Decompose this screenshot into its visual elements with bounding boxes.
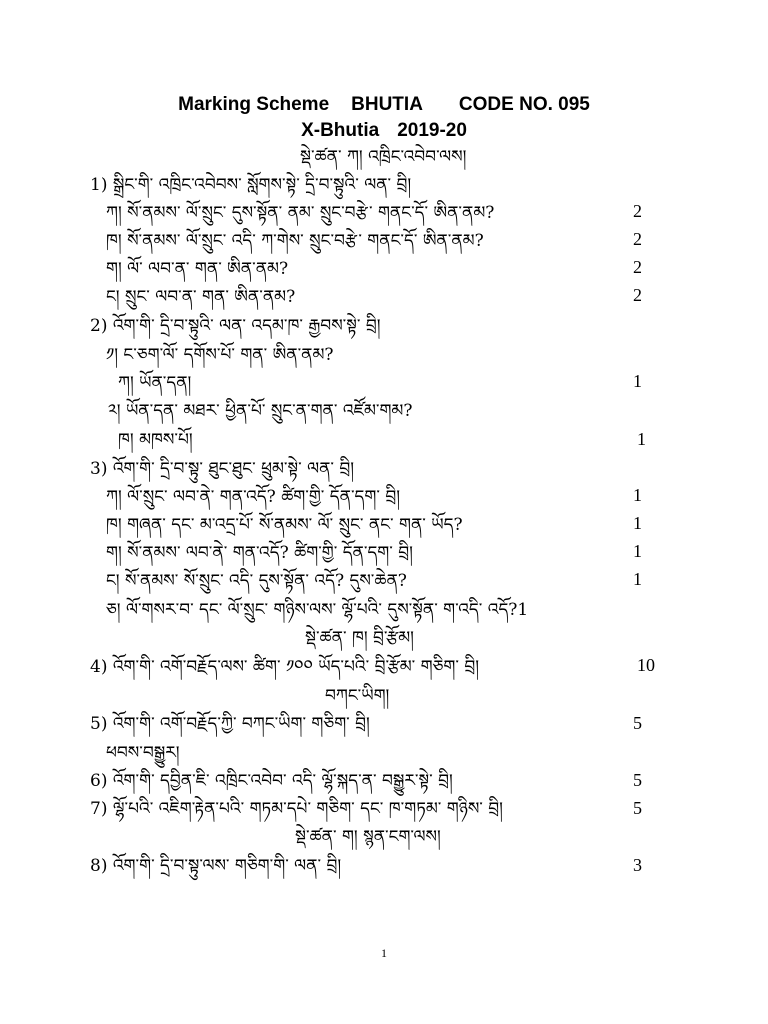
- mark-1-d: 2: [633, 285, 642, 305]
- subheading-letter: བཀང་ཡིག།: [325, 686, 390, 706]
- question-2: 2) འོག་གི་ དྲི་བ་སྟུའི་ ལན་ འདམ་ཁ་ རྒྱབས་སྟེ་ བྲི།: [90, 316, 381, 336]
- mark-3-c: 1: [633, 541, 642, 561]
- mark-2-2: 1: [637, 429, 646, 449]
- title-marking-scheme: Marking Scheme: [178, 94, 330, 115]
- mark-1-a: 2: [633, 201, 642, 221]
- mark-3-b: 1: [633, 513, 642, 533]
- question-1-a: ཀ། སོ་ནམས་ ལོ་སྲུང་ དུས་སྟོན་ ནམ་ སྲུང་བརྩེ་ གནང་དོ་ ཨིན་ནམ?: [106, 203, 495, 223]
- question-3: 3) འོག་གི་ དྲི་བ་སྟུ་ ཐུང་ཐུང་ ཕྲུམ་སྟེ་ ལན་ བྲི།: [90, 459, 355, 479]
- answer-2-2: ཁ། མཁས་པོ།: [118, 430, 193, 450]
- mark-3-a: 1: [633, 485, 642, 505]
- question-3-c: ག། སོ་ནམས་ ལབ་ནེ་ གན་འདོ? ཚིག་གྱི་ དོན་དག་ བྲི།: [106, 543, 413, 563]
- section-heading-b: སྡེ་ཚན་ ཁ། བྲི་རྩོམ།: [305, 628, 414, 648]
- subtitle-year: 2019-20: [397, 120, 467, 141]
- subheading-translation: ཕབས་བསྒྱུར།: [106, 743, 180, 763]
- question-1-b: ཁ། སོ་ནམས་ ལོ་སྲུང་ འདི་ ཀ་གེས་ སྲུང་བརྩེ་ གནང་དོ་ ཨིན་ནམ?: [106, 231, 484, 251]
- mark-8: 3: [633, 855, 642, 875]
- question-1-d: ང། སྲུང་ ལབ་ན་ གན་ ཨིན་ནམ?: [106, 287, 296, 307]
- question-2-1: ༡། ང་ཅག་ལོ་ དགོས་པོ་ གན་ ཨིན་ནམ?: [106, 345, 334, 365]
- page-number: 1: [381, 946, 387, 960]
- answer-2-1: ཀ། ཡོན་དན།: [118, 373, 192, 393]
- question-3-e: ཅ། ལོ་གསར་བ་ དང་ ལོ་སྲུང་ གཉིས་ལས་ ལྷོ་པའི་ དུས་སྟོན་ ག་འདི་ འདོ?1: [106, 600, 529, 620]
- question-8: 8) འོག་གི་ དྲི་བ་སྟུ་ལས་ གཅིག་གི་ ལན་ བྲི།: [90, 856, 342, 876]
- mark-6: 5: [633, 770, 642, 790]
- mark-1-c: 2: [633, 257, 642, 277]
- question-4: 4) འོག་གི་ འགོ་བརྗོད་ལས་ ཚིག་ ༡༠༠ ཡོད་པའི་ བྲི་རྩོམ་ གཅིག་ བྲི།: [90, 657, 480, 677]
- mark-4: 10: [637, 655, 655, 675]
- title-code: CODE NO. 095: [458, 94, 590, 115]
- question-6: 6) འོག་གི་ དབྱིན་ཇི་ འཁྲིང་འབེབ་ འདི་ ལྷོ་སྐད་ན་ བསྒྱུར་སྟེ་ བྲི།: [90, 771, 453, 791]
- question-1: 1) སྒྲིང་གི་ འཁྲིང་འབེབས་ སློགས་སྟེ་ དྲི་བ་སྟུའི་ ལན་ བྲི།: [90, 175, 412, 195]
- mark-1-b: 2: [633, 229, 642, 249]
- question-3-b: ཁ། གཞན་ དང་ མ་འདྲ་པོ་ སོ་ནམས་ ལོ་ སྲུང་ ནང་ གན་ ཡོད?: [106, 515, 463, 535]
- page-subtitle: [0, 120, 768, 142]
- question-7: 7) ལྷོ་པའི་ འཇིག་རྟེན་པའི་ གཏམ་དཔེ་ གཅིག་ དང་ ཁ་གཏམ་ གཉིས་ བྲི།: [90, 799, 503, 819]
- section-heading-c: སྡེ་ཚན་ ག། སྙན་ངག་ལས།: [295, 827, 441, 847]
- mark-7: 5: [633, 798, 642, 818]
- question-3-d: ང། སོ་ནམས་ སོ་སྲུང་ འདི་ དུས་སྟོན་ འདོ? དུས་ཆེན?: [106, 571, 407, 591]
- question-3-a: ཀ། ལོ་སྲུང་ ལབ་ནེ་ གན་འདོ? ཚིག་གྱི་ དོན་དག་ བྲི།: [106, 487, 400, 507]
- mark-3-d: 1: [633, 569, 642, 589]
- question-5: 5) འོག་གི་ འགོ་བརྗོད་ཀྱི་ བཀང་ཡིག་ གཅིག་ བྲི།: [90, 714, 370, 734]
- question-2-2: ༢། ཡོན་དན་ མཐར་ ཕྱིན་པོ་ སྲུང་ན་གན་ འཛོམ་གམ?: [108, 401, 413, 421]
- mark-5: 5: [633, 713, 642, 733]
- section-heading-a: སྡེ་ཚན་ ཀ། འཁྲིང་འབེབ་ལས།: [300, 147, 467, 167]
- page-title: [0, 94, 768, 116]
- mark-2-1: 1: [633, 371, 642, 391]
- question-1-c: ག། ལོ་ ལབ་ན་ གན་ ཨིན་ནམ?: [106, 259, 289, 279]
- subtitle-class: X-Bhutia: [301, 120, 380, 141]
- title-subject: BHUTIA: [351, 94, 423, 115]
